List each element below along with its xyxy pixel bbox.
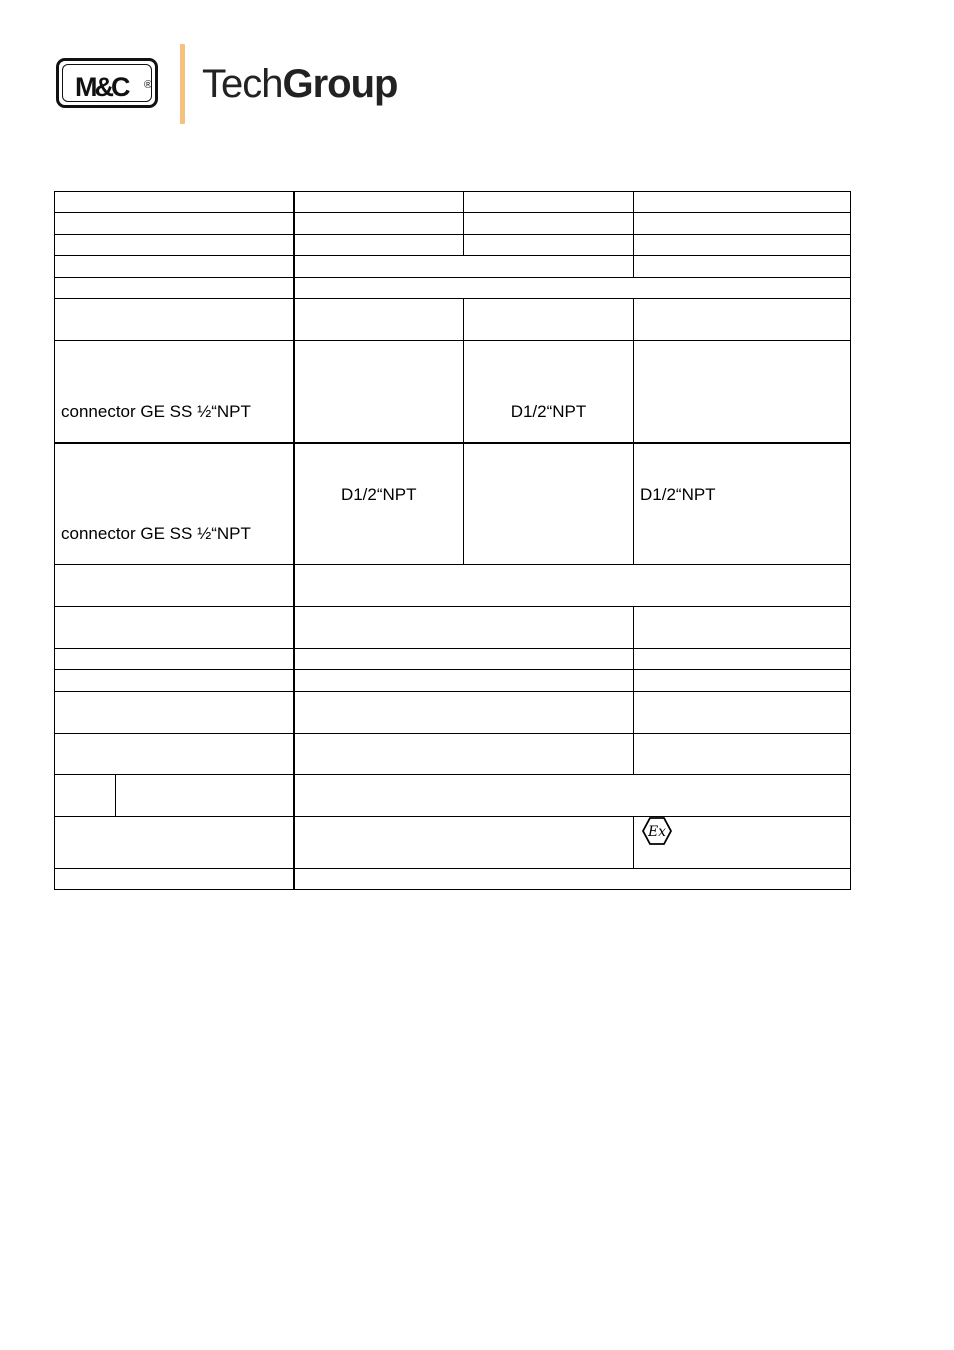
table-row bbox=[55, 341, 851, 443]
table-cell bbox=[294, 607, 634, 649]
table-cell bbox=[294, 734, 634, 775]
table-cell bbox=[55, 299, 294, 341]
atex-cell bbox=[634, 817, 851, 869]
table-cell bbox=[294, 649, 634, 670]
logo-divider bbox=[180, 44, 185, 124]
mc-logo-badge bbox=[56, 58, 158, 108]
wordmark-group: Group bbox=[282, 62, 398, 106]
table-cell bbox=[294, 775, 851, 817]
table-cell bbox=[464, 299, 634, 341]
connector-label-cell: connector GE SS ½“NPT bbox=[55, 341, 294, 443]
table-cell bbox=[634, 341, 851, 443]
table-cell bbox=[634, 299, 851, 341]
table-cell bbox=[55, 256, 294, 278]
table-cell bbox=[55, 670, 294, 692]
table-row bbox=[55, 649, 851, 670]
table-cell bbox=[55, 775, 116, 817]
table-cell bbox=[464, 443, 634, 565]
table-cell bbox=[55, 278, 294, 299]
table-cell bbox=[55, 607, 294, 649]
registered-mark: ® bbox=[144, 79, 153, 91]
table-cell bbox=[294, 869, 851, 890]
table-cell bbox=[294, 192, 464, 213]
table-cell bbox=[55, 235, 294, 256]
table-cell bbox=[55, 565, 294, 607]
table-row bbox=[55, 817, 851, 869]
table-cell bbox=[294, 817, 634, 869]
table-cell bbox=[55, 692, 294, 734]
table-cell bbox=[55, 734, 294, 775]
table-cell bbox=[55, 817, 294, 869]
connector-size-cell: D1/2“NPT bbox=[294, 443, 464, 565]
techgroup-wordmark bbox=[202, 60, 397, 108]
table-row bbox=[55, 734, 851, 775]
table-row bbox=[55, 299, 851, 341]
table-row bbox=[55, 607, 851, 649]
table-cell bbox=[55, 869, 294, 890]
table-cell bbox=[464, 213, 634, 235]
table-cell bbox=[294, 299, 464, 341]
table-row bbox=[55, 235, 851, 256]
table-cell bbox=[634, 235, 851, 256]
table-cell bbox=[294, 235, 464, 256]
table-cell bbox=[55, 649, 294, 670]
table-cell bbox=[634, 213, 851, 235]
table-row bbox=[55, 278, 851, 299]
connector-label-cell: connector GE SS ½“NPT bbox=[55, 443, 294, 565]
table-cell bbox=[294, 278, 851, 299]
svg-text:Ex: Ex bbox=[647, 824, 667, 840]
table-row bbox=[55, 565, 851, 607]
table-cell bbox=[294, 256, 634, 278]
table-cell bbox=[634, 670, 851, 692]
table-cell bbox=[294, 213, 464, 235]
table-cell bbox=[634, 607, 851, 649]
table-row bbox=[55, 869, 851, 890]
connector-size-cell: D1/2“NPT bbox=[634, 443, 851, 565]
table-cell bbox=[634, 649, 851, 670]
table-cell bbox=[634, 734, 851, 775]
table-cell bbox=[55, 213, 294, 235]
table-cell bbox=[634, 692, 851, 734]
table-cell bbox=[294, 565, 851, 607]
specification-table bbox=[54, 191, 851, 890]
wordmark-tech: Tech bbox=[202, 62, 283, 106]
table-row bbox=[55, 213, 851, 235]
table-cell bbox=[55, 192, 294, 213]
table-cell bbox=[294, 341, 464, 443]
mc-logo-text: M&C bbox=[75, 72, 128, 102]
table-cell bbox=[464, 235, 634, 256]
table-cell bbox=[634, 192, 851, 213]
table-cell bbox=[294, 670, 634, 692]
table-row bbox=[55, 692, 851, 734]
table-cell bbox=[116, 775, 294, 817]
table-row bbox=[55, 443, 851, 565]
table-row bbox=[55, 192, 851, 213]
explosion-protection-ex-icon bbox=[642, 817, 672, 845]
connector-size-cell: D1/2“NPT bbox=[464, 341, 634, 443]
table-row bbox=[55, 775, 851, 817]
table-cell bbox=[464, 192, 634, 213]
company-logo bbox=[0, 0, 954, 140]
table-row bbox=[55, 670, 851, 692]
table-cell bbox=[634, 256, 851, 278]
table-row bbox=[55, 256, 851, 278]
table-cell bbox=[294, 692, 634, 734]
